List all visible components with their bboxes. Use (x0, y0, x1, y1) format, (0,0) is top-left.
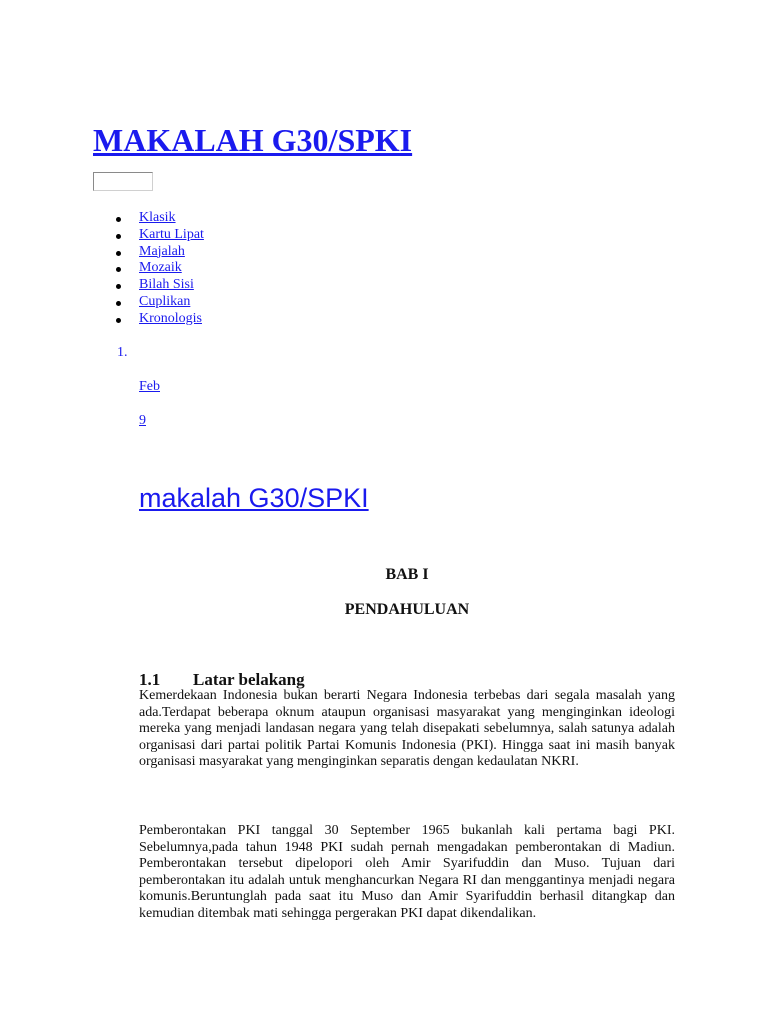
view-link-klasik[interactable]: Klasik (139, 210, 176, 225)
view-link-kartu-lipat[interactable]: Kartu Lipat (139, 226, 204, 242)
section-number: 1.1 (139, 670, 161, 689)
view-item-cuplikan (114, 294, 204, 311)
chapter-title: PENDAHULUAN (344, 601, 470, 618)
section-heading (139, 670, 305, 690)
view-item-klasik (114, 210, 204, 227)
post-date-day-link[interactable]: 9 (139, 413, 146, 428)
view-item-mozaik (114, 260, 204, 277)
post-title (139, 481, 369, 515)
view-item-kartu-lipat (114, 227, 204, 244)
post-list-number: 1. (117, 345, 128, 360)
view-item-majalah (114, 244, 204, 261)
view-selector-list (114, 210, 204, 328)
post-date-month (139, 379, 160, 395)
search-input[interactable] (93, 172, 153, 191)
section-title: Latar belakang (193, 670, 305, 689)
post-title-link[interactable]: makalah G30/SPKI (139, 483, 369, 513)
post-date-month-link[interactable]: Feb (139, 379, 160, 394)
view-link-kronologis[interactable]: Kronologis (139, 310, 202, 326)
post-date-day (139, 413, 146, 429)
view-item-bilah-sisi (114, 277, 204, 294)
chapter-label: BAB I (385, 566, 429, 583)
paragraph: Pemberontakan PKI tanggal 30 September 1965 bukanlah kali pertama bagi PKI. Sebelumnya,pada tahun 1948 PKI sudah pernah mengadakan pemberontakan di Madiun. Pemberontakan tersebut dipelopori oleh Amir Syarifuddin dan Muso. Tujuan dari pemberontakan itu adalah untuk menghancurkan Negara RI dan menggantinya menjadi negara komunis.Beruntunglah pada saat itu Muso dan Amir Syarifuddin berhasil ditangkap dan kemudian ditembak mati sehingga pergerakan PKI dapat dikendalikan. (139, 823, 675, 921)
paragraph: Kemerdekaan Indonesia bukan berarti Negara Indonesia terbebas dari segala masalah yang ada.Terdapat beberapa oknum ataupun organisasi masyarakat yang menginginkan ideologi mereka yang menjadi landasan negara yang telah disepakati sebelumnya, salah satunya adalah organisasi dari partai politik Partai Komunis Indonesia (PKI). Hingga saat ini masih banyak organisasi masyarakat yang menginginkan separatis dengan kedaulatan NKRI. (139, 688, 675, 769)
view-link-mozaik[interactable]: Mozaik (139, 260, 182, 276)
blog-title-link[interactable]: MAKALAH G30/SPKI (93, 122, 413, 158)
view-link-bilah-sisi[interactable]: Bilah Sisi (139, 277, 194, 293)
view-item-kronologis (114, 311, 204, 328)
view-link-cuplikan[interactable]: Cuplikan (139, 293, 191, 309)
blog-title (93, 120, 412, 160)
view-link-majalah[interactable]: Majalah (139, 243, 185, 259)
